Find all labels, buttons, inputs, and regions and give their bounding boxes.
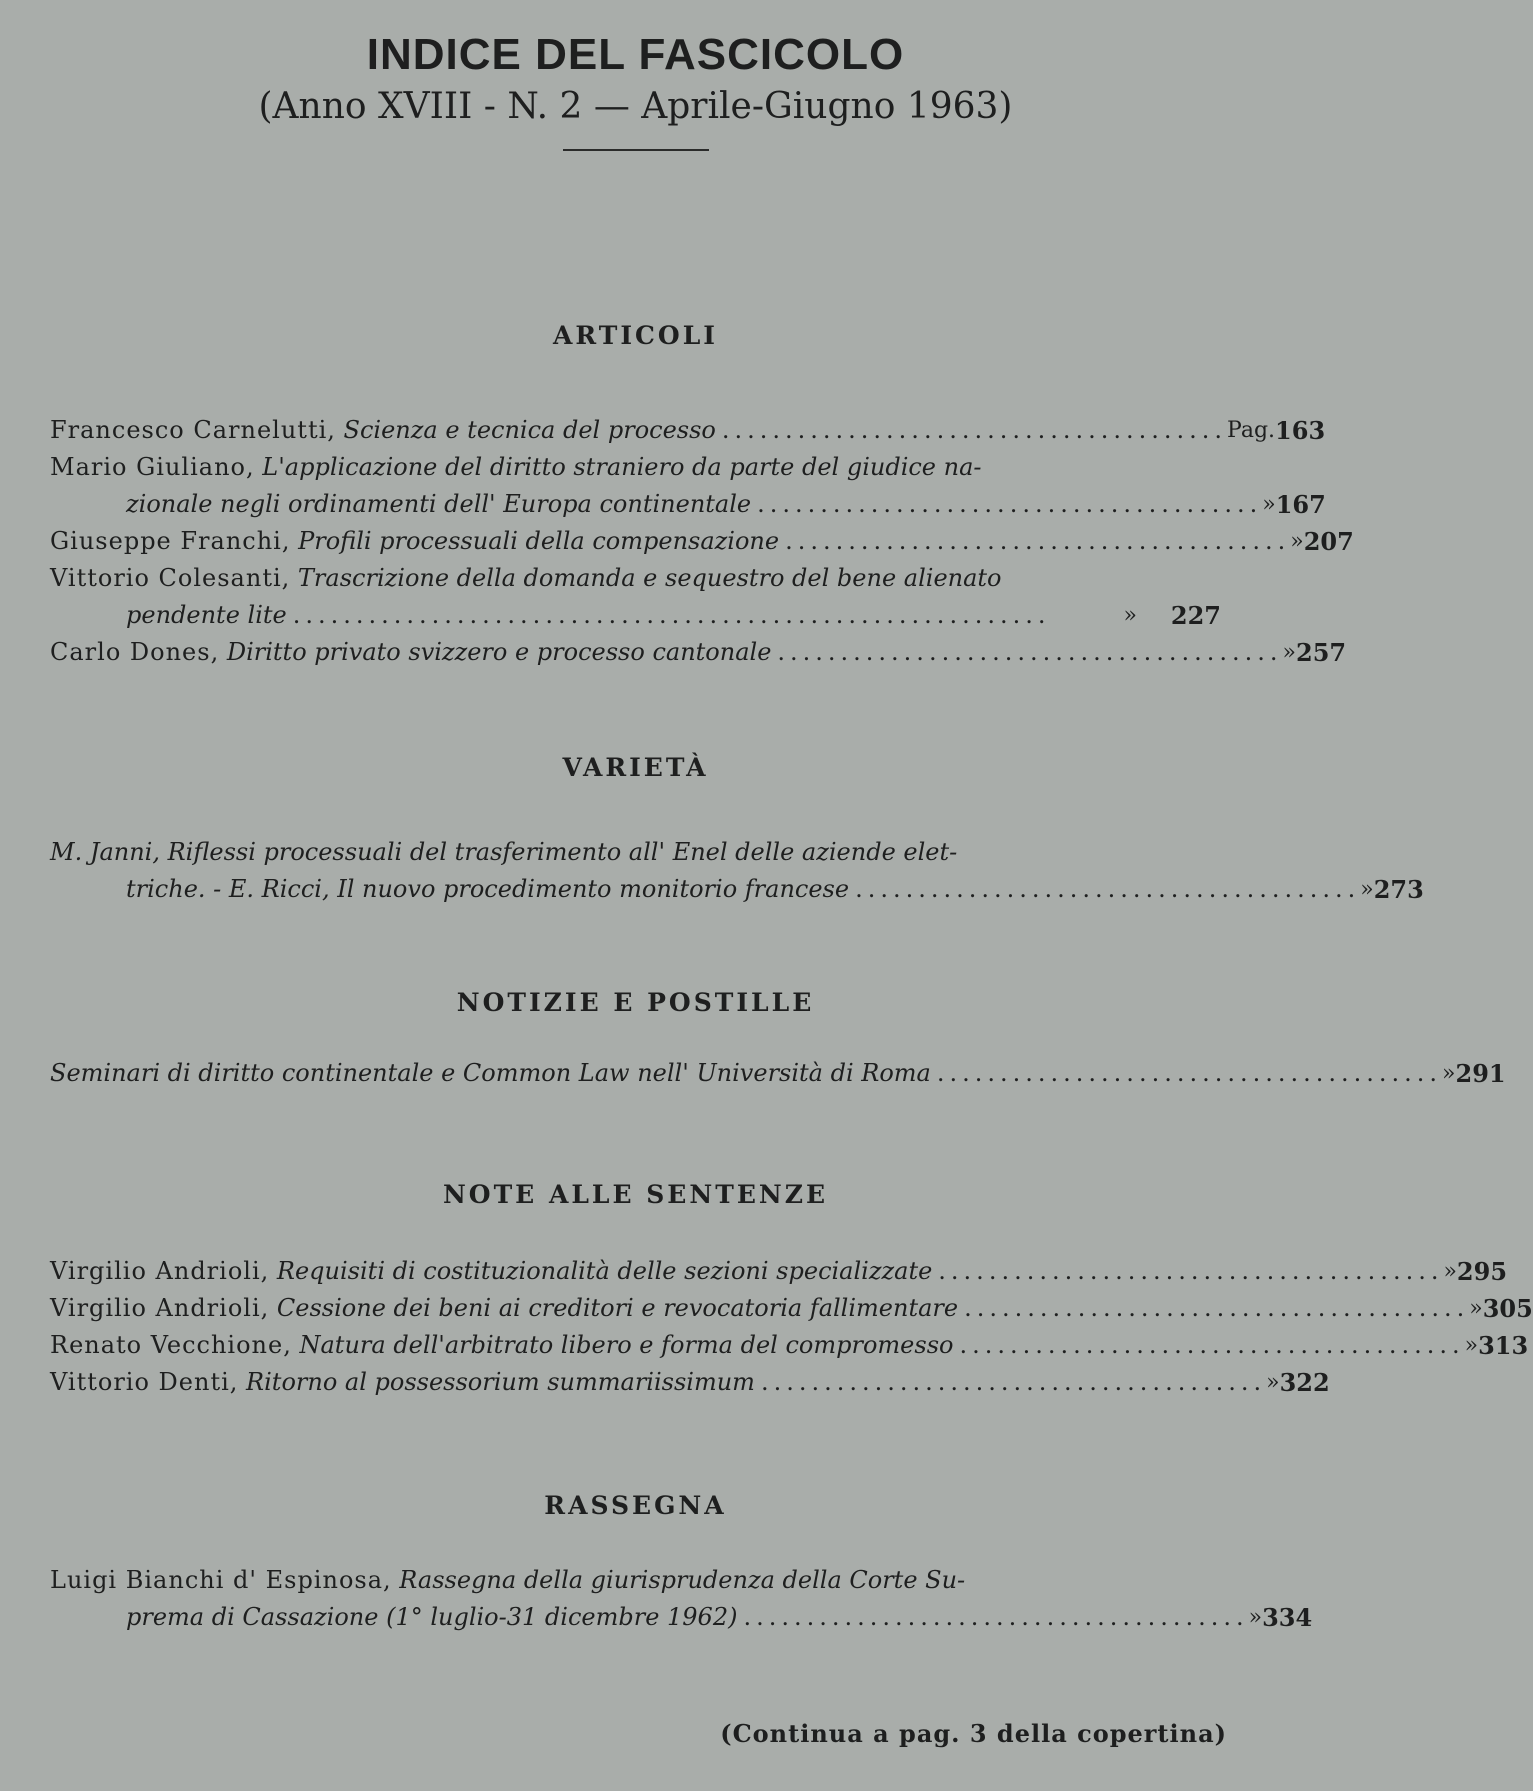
entry-title-line2: pendente lite: [126, 601, 287, 629]
page-number: 291: [1455, 1059, 1506, 1088]
page-prefix: »: [1248, 1605, 1263, 1630]
entry-title-line1: Trascrizione della domanda e sequestro del bene alienato: [297, 564, 1002, 592]
entry-title: Ritorno al possessorium summariissimum: [246, 1368, 755, 1396]
page-prefix: »: [1442, 1061, 1456, 1086]
toc-entry[interactable]: [50, 1290, 1533, 1327]
page-number: 295: [1456, 1257, 1508, 1286]
toc-entry[interactable]: [50, 1562, 1313, 1636]
page-prefix: »: [1464, 1333, 1479, 1358]
page-number: 227: [1170, 601, 1221, 630]
entry-author: Virgilio Andrioli,: [50, 1257, 270, 1285]
entry-title: Cessione dei beni ai creditori e revocatoria fallimentare: [276, 1294, 959, 1322]
entry-author: Virgilio Andrioli,: [50, 1294, 270, 1322]
section-note-sentenze: [50, 1180, 1533, 1401]
page-number: 334: [1262, 1603, 1313, 1632]
entries: [50, 1562, 1313, 1636]
entry-title-line2: prema di Cassazione (1° luglio-31 dicembre 1962): [126, 1603, 738, 1631]
toc-entry[interactable]: [50, 560, 1221, 634]
entry-title: Scienza e tecnica del processo: [343, 416, 716, 444]
entries: [50, 834, 1424, 908]
entry-author: Giuseppe Franchi,: [50, 527, 291, 555]
entry-author: Vittorio Denti,: [50, 1368, 239, 1396]
toc-entry[interactable]: [50, 1327, 1529, 1364]
header: [50, 0, 1221, 151]
page-number: 163: [1275, 416, 1326, 445]
page-number: 322: [1279, 1368, 1330, 1397]
page-prefix: »: [1282, 640, 1297, 665]
dot-leader: ............................................................: [292, 601, 1051, 629]
entry-title: Requisiti di costituzionalità delle sezioni specializzate: [276, 1257, 933, 1285]
toc-entry[interactable]: [50, 1055, 1506, 1092]
issue-subtitle: (Anno XVIII - N. 2 — Aprile-Giugno 1963): [258, 86, 1013, 127]
dot-leader: ........................................: [855, 875, 1361, 903]
page-number: 207: [1303, 527, 1354, 556]
toc-entry[interactable]: [50, 449, 1326, 523]
entry-title: Profili processuali della compensazione: [298, 527, 780, 555]
dot-leader: ........................................: [959, 1331, 1465, 1359]
entry-author: Francesco Carnelutti,: [50, 416, 336, 444]
dot-leader: ........................................: [936, 1059, 1443, 1087]
entry-title-line2: zionale negli ordinamenti dell' Europa continentale: [126, 490, 752, 518]
continue-note: (Continua a pag. 3 della copertina): [720, 1719, 1227, 1748]
entry-author: Carlo Dones,: [50, 638, 220, 666]
toc-entry[interactable]: [50, 412, 1326, 449]
page-title: INDICE DEL FASCICOLO: [366, 30, 905, 79]
entry-title: Diritto privato svizzero e processo cantonale: [226, 638, 772, 666]
page-prefix: »: [1360, 877, 1374, 902]
entry-title-line1: Rassegna della giurisprudenza della Corte Su-: [399, 1566, 966, 1594]
entry-title: Seminari di diritto continentale e Common Law nell' Università di Roma: [50, 1059, 931, 1087]
dot-leader: ........................................: [938, 1257, 1444, 1285]
entry-line1: M. Janni, Riflessi processuali del trasferimento all' Enel delle aziende elet-: [50, 838, 958, 866]
entry-line2: triche. - E. Ricci, Il nuovo procedimento monitorio francese: [126, 875, 850, 903]
dot-leader: ........................................: [721, 416, 1228, 444]
section-heading: NOTE ALLE SENTENZE: [442, 1180, 829, 1209]
page-number: 273: [1373, 875, 1424, 904]
toc-entry[interactable]: [50, 834, 1424, 908]
page-number: 305: [1482, 1294, 1533, 1323]
page-number: 313: [1478, 1331, 1529, 1360]
page-number: 167: [1275, 490, 1326, 519]
entries: [50, 412, 1354, 671]
dot-leader: ........................................: [964, 1294, 1470, 1322]
section-heading: NOTIZIE E POSTILLE: [456, 988, 815, 1017]
entry-author: Luigi Bianchi d' Espinosa,: [50, 1566, 392, 1594]
entries: [50, 1253, 1533, 1401]
toc-entry[interactable]: [50, 523, 1354, 560]
section-heading: ARTICOLI: [553, 321, 718, 350]
section-heading: VARIETÀ: [562, 753, 709, 782]
entry-author: Mario Giuliano,: [50, 453, 255, 481]
page-number: 257: [1296, 638, 1347, 667]
page-prefix: Pag.: [1227, 418, 1276, 443]
title-rule: [563, 149, 709, 151]
toc-entry[interactable]: [50, 1253, 1508, 1290]
section-heading: RASSEGNA: [544, 1491, 727, 1520]
dot-leader: ........................................: [757, 490, 1263, 518]
entries: [50, 1055, 1506, 1092]
page-prefix: »: [1290, 529, 1304, 554]
page-prefix: »: [1469, 1296, 1483, 1321]
page-prefix: »: [1443, 1259, 1457, 1284]
section-rassegna: [50, 1491, 1313, 1636]
toc-entry[interactable]: [50, 1364, 1330, 1401]
dot-leader: ........................................: [785, 527, 1291, 555]
page-prefix: »: [1266, 1370, 1280, 1395]
section-articoli: [50, 321, 1354, 671]
toc-entry[interactable]: [50, 634, 1347, 671]
page-prefix: »: [1262, 492, 1276, 517]
entry-author: Vittorio Colesanti,: [50, 564, 291, 592]
section-notizie: [50, 988, 1506, 1092]
dot-leader: ........................................: [777, 638, 1283, 666]
section-varieta: [50, 753, 1424, 908]
entry-title: Natura dell'arbitrato libero e forma del compromesso: [299, 1331, 954, 1359]
dot-leader: ........................................: [760, 1368, 1267, 1396]
entry-author: Renato Vecchione,: [50, 1331, 292, 1359]
entry-title-line1: L'applicazione del diritto straniero da parte del giudice na-: [262, 453, 982, 481]
page-prefix: »: [1123, 603, 1137, 628]
dot-leader: ........................................: [743, 1603, 1249, 1631]
